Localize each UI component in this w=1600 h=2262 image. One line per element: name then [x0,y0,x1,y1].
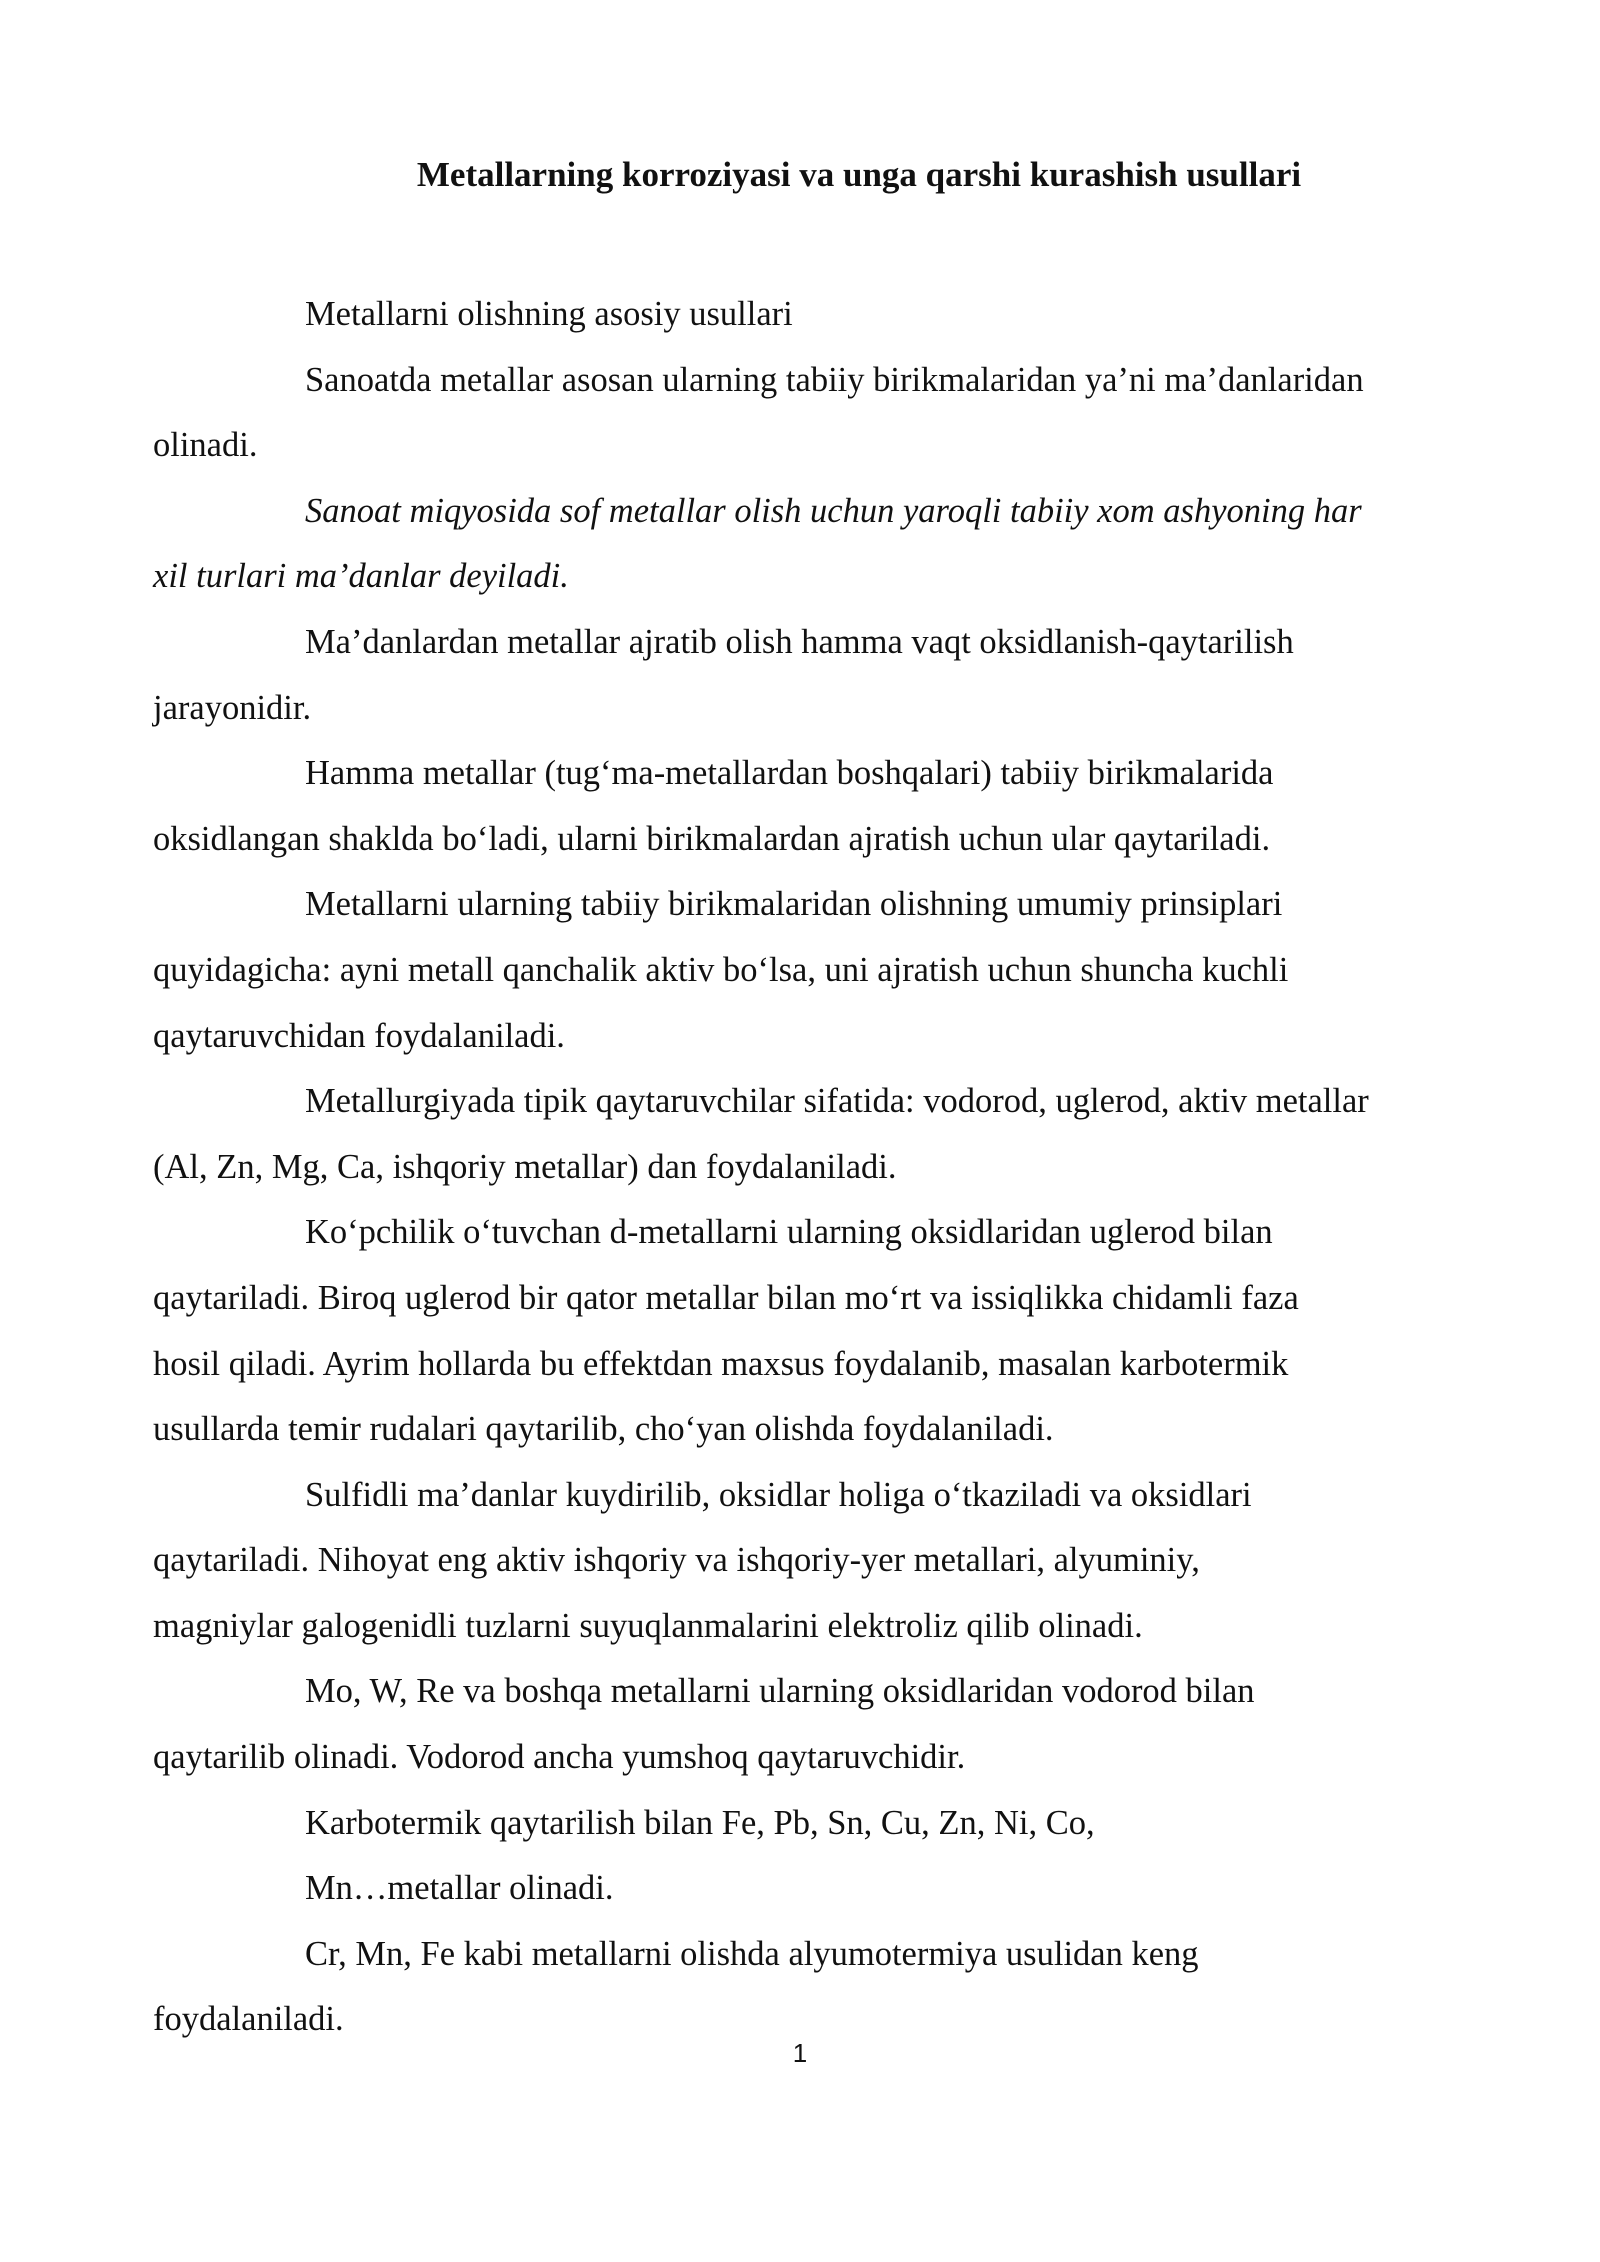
paragraph [229,1856,1489,1922]
paragraph-line: Sanoatda metallar asosan ularning tabiiy birikmalaridan ya’ni ma’danlaridan [305,360,1364,399]
paragraph-line: magniylar galogenidli tuzlarni suyuqlanmalarini elektroliz qilib olinadi. [153,1606,1143,1645]
paragraph [153,1922,1489,2053]
paragraph [153,1463,1489,1660]
paragraph-line: Hamma metallar (tug‘ma-metallardan boshqalari) tabiiy birikmalarida [305,754,1274,793]
document-title: Metallarning korroziyasi va unga qarshi kurashish usullari [416,155,1302,194]
paragraph-line: Sulfidli ma’danlar kuydirilib, oksidlar holiga o‘tkaziladi va oksidlari [305,1475,1252,1514]
paragraph-line: foydalaniladi. [153,2000,344,2039]
paragraph-line: qaytariladi. Biroq uglerod bir qator metallar bilan mo‘rt va issiqlikka chidamli faza [153,1278,1299,1317]
paragraph-line: Metallarni ularning tabiiy birikmalaridan olishning umumiy prinsiplari [305,885,1283,924]
paragraph-line: oksidlangan shaklda bo‘ladi, ularni birikmalardan ajratish uchun ular qaytariladi. [153,819,1271,858]
paragraph-line: Sanoat miqyosida sof metallar olish uchun yaroqli tabiiy xom ashyoning har [305,491,1362,530]
paragraph [153,872,1489,1069]
paragraph-line: jarayonidir. [153,688,312,727]
paragraph-line: olinadi. [153,426,258,465]
paragraph [153,610,1489,741]
paragraph [153,741,1489,872]
paragraph-line: qaytarilib olinadi. Vodorod ancha yumshoq qaytaruvchidir. [153,1738,966,1777]
paragraph-line: Cr, Mn, Fe kabi metallarni olishda alyumotermiya usulidan keng [305,1934,1199,1973]
paragraph [229,1791,1489,1857]
paragraph-line: Metallurgiyada tipik qaytaruvchilar sifatida: vodorod, uglerod, aktiv metallar [305,1082,1369,1121]
page-number: 1 [792,2038,808,2068]
paragraph-line: qaytariladi. Nihoyat eng aktiv ishqoriy va ishqoriy-yer metallari, alyuminiy, [153,1541,1200,1580]
paragraph-line: Karbotermik qaytarilish bilan Fe, Pb, Sn, Cu, Zn, Ni, Co, [305,1803,1095,1842]
paragraph [229,282,1489,348]
paragraph-line: Mo, W, Re va boshqa metallarni ularning oksidlaridan vodorod bilan [305,1672,1255,1711]
paragraph-line: hosil qiladi. Ayrim hollarda bu effektdan maxsus foydalanib, masalan karbotermik [153,1344,1289,1383]
paragraph [153,348,1489,479]
paragraph-line: usullarda temir rudalari qaytarilib, cho‘yan olishda foydalaniladi. [153,1410,1054,1449]
paragraph-line: Mn…metallar olinadi. [305,1869,614,1908]
paragraph-line: Ma’danlardan metallar ajratib olish hamma vaqt oksidlanish-qaytarilish [305,622,1294,661]
paragraph [153,1659,1489,1790]
paragraph [153,1200,1489,1462]
paragraph-line: Ko‘pchilik o‘tuvchan d-metallarni ularning oksidlaridan uglerod bilan [305,1213,1273,1252]
paragraph-line: xil turlari ma’danlar deyiladi. [153,557,569,596]
paragraph [153,1069,1489,1200]
paragraph [153,479,1489,610]
paragraph-line: quyidagicha: ayni metall qanchalik aktiv bo‘lsa, uni ajratish uchun shuncha kuchli [153,950,1289,989]
paragraph-line: Metallarni olishning asosiy usullari [305,295,793,333]
paragraph-line: (Al, Zn, Mg, Ca, ishqoriy metallar) dan foydalaniladi. [153,1147,897,1186]
paragraph-line: qaytaruvchidan foydalaniladi. [153,1016,565,1055]
document-body [153,282,1489,2053]
